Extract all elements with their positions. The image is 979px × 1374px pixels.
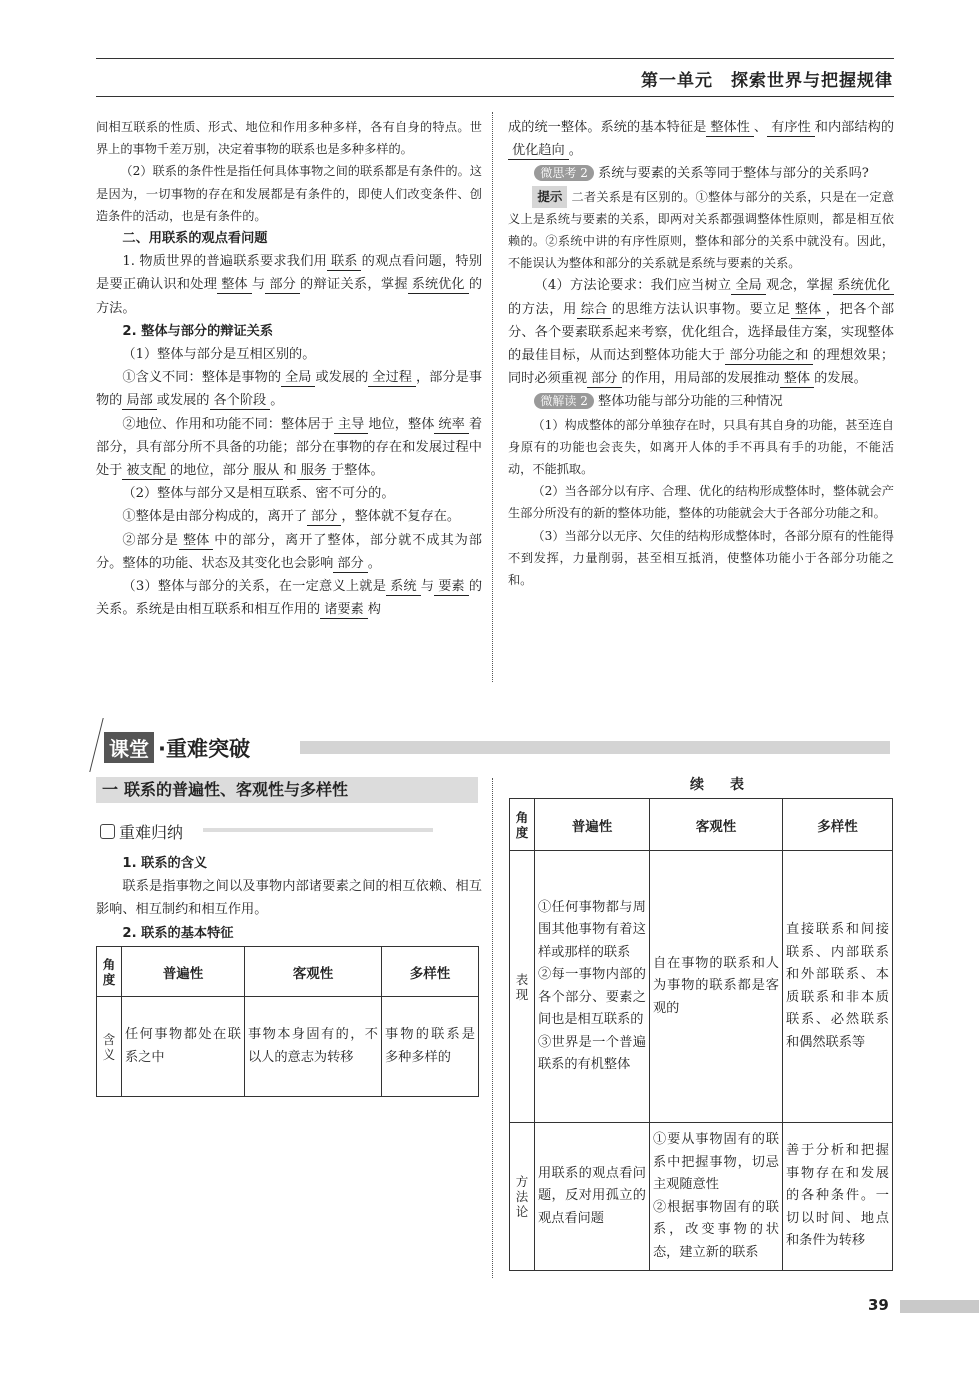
fill-blank: 系统优化: [833, 277, 894, 295]
table-header-angle: 角 度: [97, 947, 122, 997]
table-header: 多样性: [783, 799, 893, 851]
fill-blank: 要素: [434, 578, 468, 596]
row-label: 含 义: [97, 997, 122, 1097]
tip-label: 提示: [532, 186, 567, 208]
paragraph: （3）整体与部分的关系，在一定意义上就是 系统 与 要素 的关系。系统是由相互联系和相互作用的 诸要素 构: [96, 579, 483, 618]
paragraph: （2）当各部分以有序、合理、优化的结构形成整体时，整体就会产生部分所没有的新的整体功能，整体的功能就会大于各部分功能之和。: [508, 484, 894, 521]
features-table-continued: [509, 798, 893, 1271]
paragraph: （2）联系的条件性是指任何具体事物之间的联系都是有条件的。这是因为，一切事物的存在和发展都是有条件的，即使人们改变条件、创造条件的活动，也是有条件的。: [96, 164, 482, 223]
paragraph: （1）构成整体的部分单独存在时，只具有其自身的功能，甚至连自身原有的功能也会丧失，如离开人体的手不再具有手的功能，不能活动，不能抓取。: [508, 417, 894, 477]
think-tag: 微思考 2: [534, 165, 593, 181]
page-bar: [900, 1300, 979, 1313]
fill-blank: 诸要素: [320, 601, 368, 619]
paragraph: 间相互联系的性质、形式、地位和作用多种多样，各有自身的特点。世界上的事物千差万别，决定着事物的联系也是多种多样的。: [96, 120, 482, 157]
table-header: 客观性: [650, 799, 783, 851]
concept-heading: 2. 联系的基本特征: [122, 925, 234, 941]
fill-blank: 系统优化: [408, 276, 469, 294]
table-cell: 自在事物的联系和人为事物的联系都是客观的: [650, 851, 783, 1123]
table-header: 普遍性: [122, 947, 245, 997]
fill-blank: 主导: [334, 416, 368, 434]
subsection-heading: 2. 整体与部分的辩证关系: [122, 323, 274, 339]
table-cell: 事物本身固有的，不以人的意志为转移: [245, 997, 382, 1097]
paragraph: 1. 物质世界的普遍联系要求我们用 联系 的观点看问题，特别是要正确认识和处理 整体 与 部分 的辩证关系，掌握 系统优化 的方法。: [96, 254, 483, 316]
fill-blank: 部分: [265, 276, 299, 294]
table-cell: ①要从事物固有的联系中把握事物，切忌主观随意性 ②根据事物固有的联系，改变事物的状态，建立新的联系: [650, 1123, 783, 1271]
paragraph: （4）方法论要求：我们应当树立 全局 观念，掌握 系统优化的方法，用 综合 的思维方法认识事物。要立足 整体 ，把各个部分、各个要素联系起来考察，优化组合，选择最佳方案，实现整体的最佳目标，从而达到整体功能大于 部分功能之和 的理想效果；同时必须重视 部分 的作用，用局部的发展推动 整体 的发展。: [508, 278, 895, 387]
column-divider: [492, 112, 493, 682]
fill-blank: 服从: [249, 462, 283, 480]
table-cell: 任何事物都处在联系之中: [122, 997, 245, 1097]
fill-blank: 有序性: [767, 119, 815, 137]
fill-blank: 统率: [434, 416, 468, 434]
column-divider: [492, 778, 493, 1278]
table-cell: 用联系的观点看问题，反对用孤立的观点看问题: [535, 1123, 650, 1271]
tip-paragraph: 提示 二者关系是有区别的。①整体与部分的关系，只是在一定意义上是系统与要素的关系，即两对关系都强调整体性原则，都是相互依赖的。②系统中讲的有序性原则，整体和部分的关系中就没有。因此，不能误认为整体和部分的关系就是系统与要素的关系。: [508, 186, 894, 275]
paragraph: （2）整体与部分又是相互联系、密不可分的。: [122, 486, 395, 502]
think-question: 微思考 2 系统与要素的关系等同于整体与部分的关系吗?: [508, 162, 894, 185]
interpret-heading: 微解读 2 整体功能与部分功能的三种情况: [508, 390, 894, 413]
fill-blank: 全局: [281, 369, 315, 387]
concept-block: [96, 852, 482, 945]
features-table: [96, 946, 479, 1097]
paragraph: （1）整体与部分是互相区别的。: [122, 347, 316, 363]
paragraph: ①整体是由部分构成的，离开了 部分 ，整体就不复存在。: [122, 509, 461, 525]
topic-title: 联系的普遍性、客观性与多样性: [124, 780, 349, 799]
fill-blank: 优化趋向: [508, 142, 569, 160]
fill-blank: 部分: [587, 370, 621, 388]
paragraph: ②地位、作用和功能不同：整体居于 主导 地位，整体 统率 着部分，具有部分所不具备的功能；部分在事物的存在和发展过程中处于 被支配 的地位，部分 服从 和 服务 于整体。: [96, 416, 483, 479]
paragraph: ②部分是 整体 中的部分，离开了整体，部分就不成其为部分。整体的功能、状态及其变化也会影响 部分 。: [96, 532, 482, 571]
table-cell: 善于分析和把握事物存在和发展的各种条件。一切以时间、地点和条件为转移: [783, 1123, 893, 1271]
unit-title: 第一单元 探索世界与把握规律: [641, 71, 893, 91]
page-number: 39: [868, 1296, 889, 1314]
concept-heading: 1. 联系的含义: [122, 856, 208, 871]
table-header: 普遍性: [535, 799, 650, 851]
section-title: ·重难突破: [158, 737, 250, 761]
table-cell: ①任何事物都与周围其他事物有着这样或那样的联系 ②每一事物内部的各个部分、要素之间也是相互联系的 ③世界是一个普遍联系的有机整体: [535, 851, 650, 1123]
table-header: 多样性: [382, 947, 479, 997]
fill-blank: 全局: [731, 277, 765, 295]
header-rule-top: [96, 58, 894, 59]
fill-blank: 综合: [577, 301, 611, 319]
fill-blank: 整体性: [706, 119, 754, 137]
table-cell: 直接联系和间接联系、内部联系和外部联系、本质联系和非本质联系、必然联系和偶然联系等: [783, 851, 893, 1123]
paragraph: ①含义不同：整体是事物的 全局 或发展的 全过程 ，部分是事物的 局部 或发展的 各个阶段 。: [96, 370, 483, 409]
topic-number: 一: [101, 780, 118, 799]
fill-blank: 被支配: [122, 462, 170, 480]
fill-blank: 系统: [386, 578, 420, 596]
table-cell: 事物的联系是多种多样的: [382, 997, 479, 1097]
fill-blank: 整体: [217, 276, 251, 294]
book-icon: [100, 824, 115, 839]
fill-blank: 部分: [333, 555, 367, 573]
left-column: [96, 116, 482, 621]
section-label: 课堂: [104, 732, 154, 763]
fill-blank: 服务: [297, 462, 331, 480]
table-header: 客观性: [245, 947, 382, 997]
topic-heading: [96, 777, 478, 803]
interpret-tag: 微解读 2: [534, 393, 593, 409]
fill-blank: 整体: [179, 532, 213, 550]
fill-blank: 部分: [307, 508, 341, 526]
header-rule-bottom: [96, 96, 894, 97]
paragraph: （3）当部分以无序、欠佳的结构形成整体时，各部分原有的性能得不到发挥，力量削弱，甚至相互抵消，使整体功能小于各部分功能之和。: [508, 528, 894, 588]
row-label: 表 现: [510, 851, 535, 1123]
fill-blank: 各个阶段: [210, 392, 271, 410]
fill-blank: 联系: [327, 253, 361, 271]
continued-label: 续 表: [690, 777, 750, 793]
paragraph: 联系是指事物之间以及事物内部诸要素之间的相互依赖、相互影响、相互制约和相互作用。: [96, 879, 482, 918]
fill-blank: 全过程: [368, 369, 416, 387]
section-heading: 二、用联系的观点看问题: [122, 231, 268, 247]
right-column: [508, 116, 894, 591]
sub-heading: 重难归纳: [100, 820, 183, 843]
table-header-angle: 角 度: [510, 799, 535, 851]
banner-bar: [300, 741, 890, 754]
fill-blank: 部分功能之和: [725, 347, 812, 365]
fill-blank: 局部: [122, 392, 156, 410]
fill-blank: 整体: [780, 370, 814, 388]
fill-blank: 整体: [791, 301, 825, 319]
row-label: 方 法 论: [510, 1123, 535, 1271]
sub-heading-bar: [203, 828, 433, 832]
paragraph: 成的统一整体。系统的基本特征是 整体性 、 有序性 和内部结构的优化趋向 。: [508, 120, 895, 159]
